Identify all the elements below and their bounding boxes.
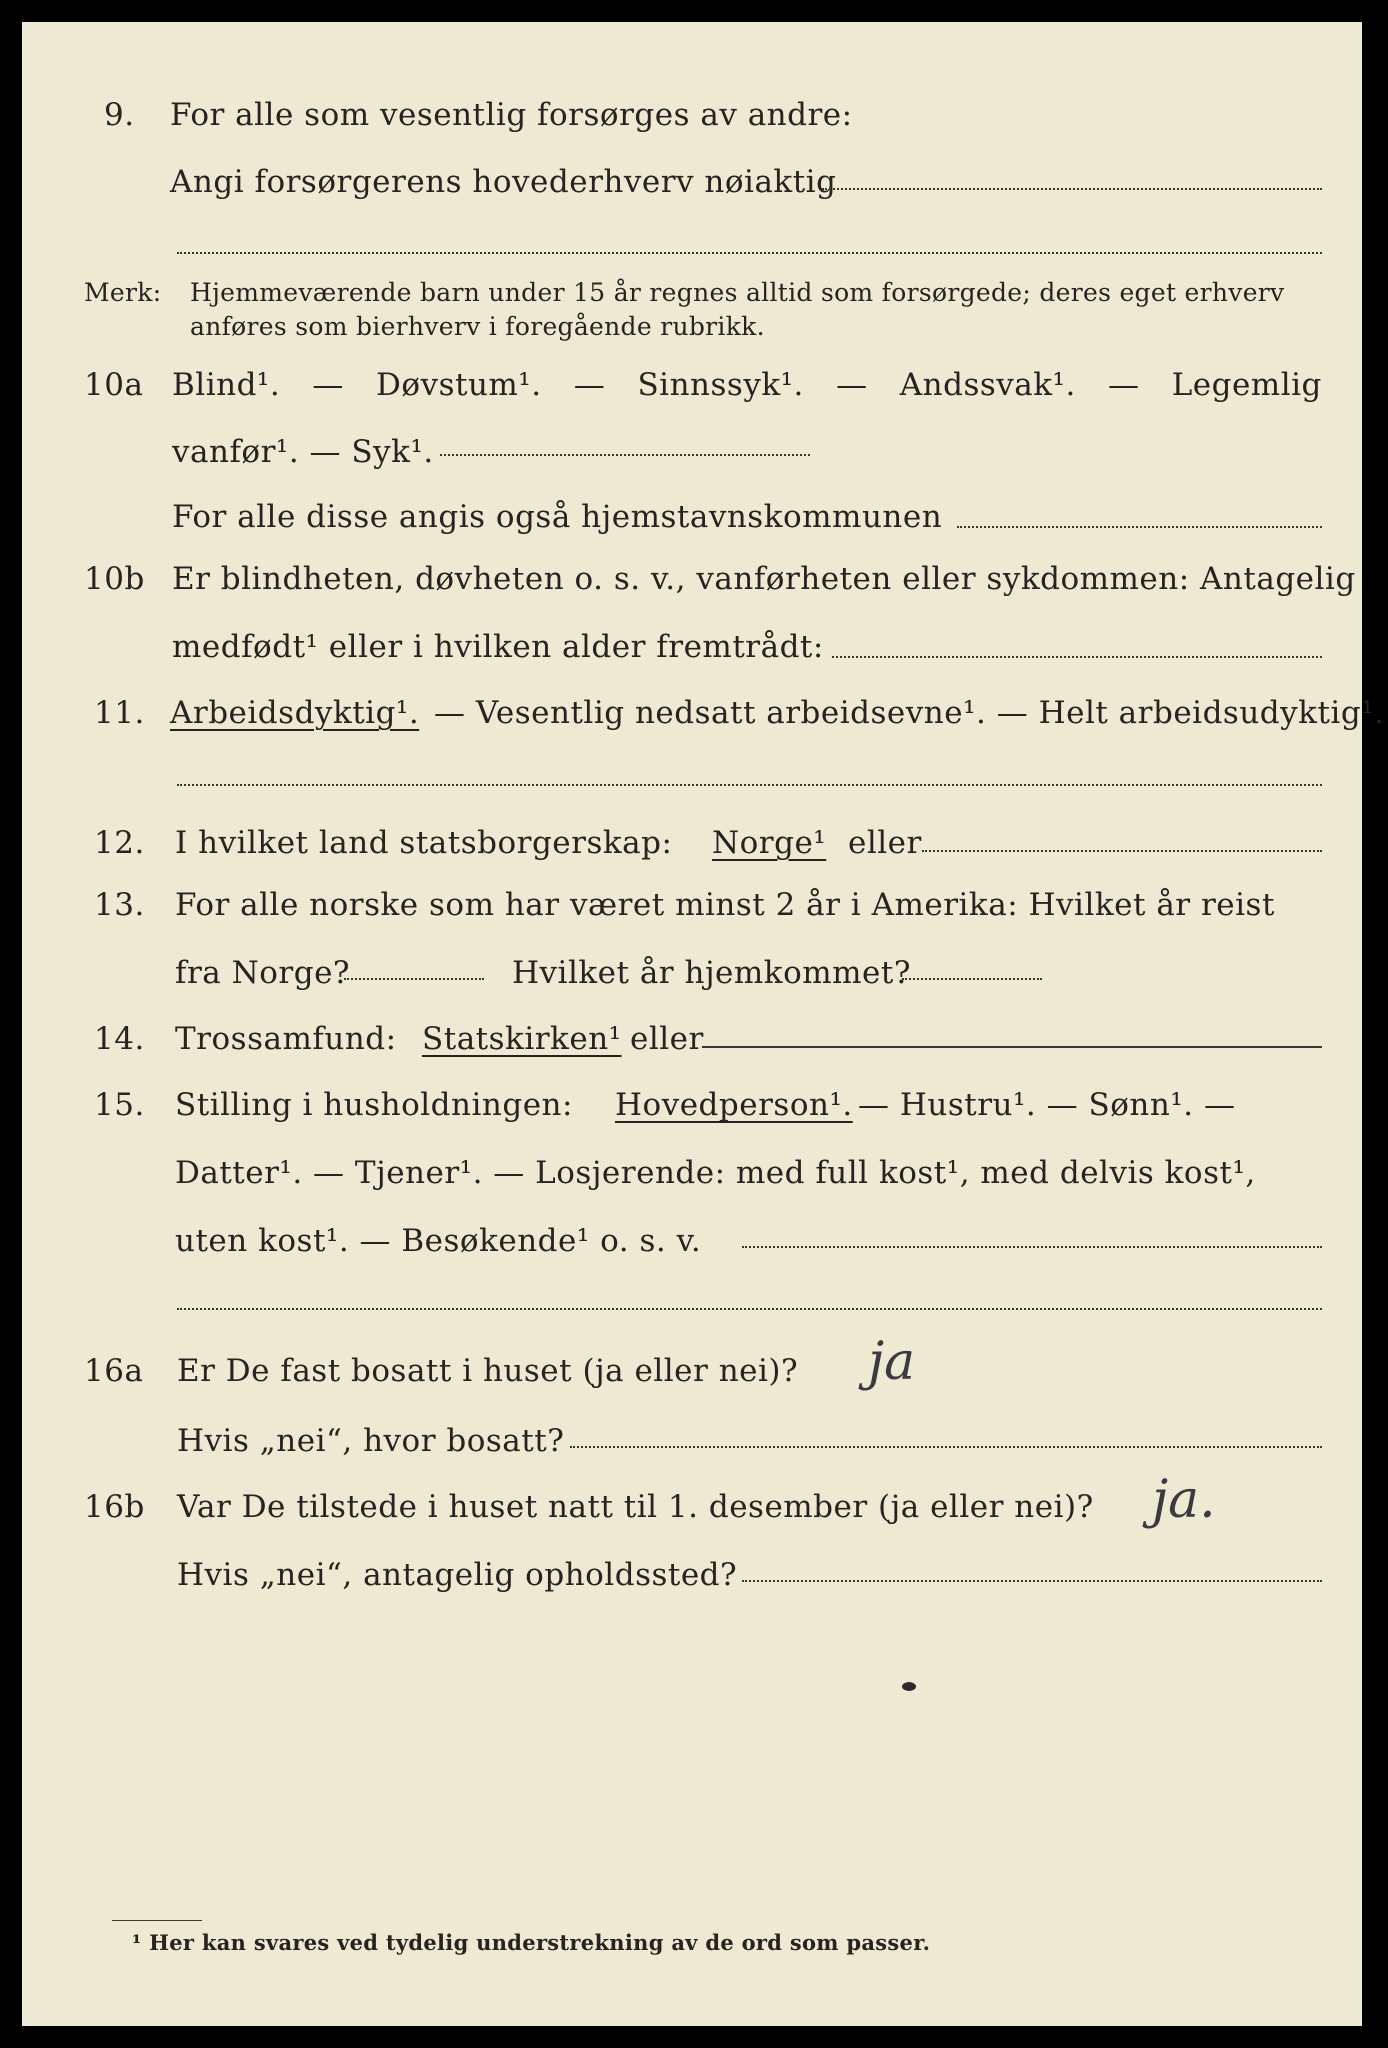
q15-text3: uten kost¹. — Besøkende¹ o. s. v.: [175, 1223, 702, 1259]
q14-statskirken-selected[interactable]: Statskirken¹: [422, 1021, 622, 1057]
q16a-handwritten-answer[interactable]: ja: [868, 1332, 916, 1392]
q10a-number: 10a: [84, 367, 144, 403]
q10b-text2: medfødt¹ eller i hvilken alder fremtrådt:: [172, 629, 824, 665]
q16b-handwritten-answer[interactable]: ja.: [1152, 1470, 1216, 1530]
q15-hovedperson-selected[interactable]: Hovedperson¹.: [615, 1087, 853, 1123]
q9-text1: For alle som vesentlig forsørges av andre:: [170, 97, 853, 133]
q13-number: 13.: [94, 887, 145, 923]
q15-answer-line-2[interactable]: [177, 1308, 1322, 1310]
q10a-options: [172, 367, 1322, 403]
q14-text: Trossamfund:: [175, 1021, 397, 1057]
q10a-dash4: —: [1108, 367, 1140, 403]
footnote-text: ¹ Her kan svares ved tydelig understrekning av de ord som passer.: [132, 1930, 931, 1955]
census-form-page: [22, 22, 1385, 2026]
q14-answer-line[interactable]: [702, 1046, 1322, 1048]
q15-text1: Stilling i husholdningen:: [175, 1087, 573, 1123]
q16a-answer-line[interactable]: [570, 1446, 1322, 1448]
q10a-opt-andssvak[interactable]: Andssvak¹.: [899, 367, 1076, 403]
q16b-number: 16b: [84, 1489, 145, 1525]
ink-blot: [902, 1682, 916, 1691]
q10b-answer-line[interactable]: [832, 656, 1322, 658]
q15-text1-rest: — Hustru¹. — Sønn¹. —: [858, 1087, 1236, 1123]
merk-text1: Hjemmeværende barn under 15 år regnes alltid som forsørgede; deres eget erhverv: [190, 278, 1285, 307]
q9-answer-line[interactable]: [822, 188, 1322, 190]
q10a-opt-sinnssyk[interactable]: Sinnssyk¹.: [637, 367, 804, 403]
q10a-opt-legemlig[interactable]: Legemlig: [1171, 367, 1322, 403]
q11-number: 11.: [94, 695, 145, 731]
q9-number: 9.: [104, 97, 135, 133]
q16b-answer-line[interactable]: [742, 1580, 1322, 1582]
q13-text2b: Hvilket år hjemkommet?: [512, 955, 911, 991]
q15-text2: Datter¹. — Tjener¹. — Losjerende: med full kost¹, med delvis kost¹,: [175, 1155, 1256, 1191]
q11-text-rest: — Vesentlig nedsatt arbeidsevne¹. — Helt arbeidsudyktig¹.: [434, 695, 1385, 731]
q9-text2: Angi forsørgerens hovederhverv nøiaktig: [170, 164, 837, 200]
q16b-text1: Var De tilstede i huset natt til 1. desember (ja eller nei)?: [177, 1489, 1094, 1525]
q16b-text2: Hvis „nei“, antagelig opholdssted?: [177, 1557, 738, 1593]
q9-answer-line-2[interactable]: [177, 252, 1322, 254]
q11-arbeidsdyktig-selected[interactable]: Arbeidsdyktig¹.: [170, 695, 420, 731]
q10b-number: 10b: [84, 561, 145, 597]
q10a-opt-blind[interactable]: Blind¹.: [172, 367, 281, 403]
q12-text: I hvilket land statsborgerskap:: [175, 825, 673, 861]
q13-hjemkommet-answer-line[interactable]: [902, 978, 1042, 980]
q16a-text1: Er De fast bosatt i huset (ja eller nei)?: [177, 1353, 799, 1389]
merk-text2: anføres som bierhverv i foregående rubrikk.: [190, 312, 765, 341]
q15-answer-line[interactable]: [742, 1246, 1322, 1248]
q13-text1: For alle norske som har været minst 2 år i Amerika: Hvilket år reist: [175, 887, 1275, 923]
q13-text2a: fra Norge?: [175, 955, 351, 991]
q13-reist-answer-line[interactable]: [344, 978, 484, 980]
q12-number: 12.: [94, 825, 145, 861]
q14-number: 14.: [94, 1021, 145, 1057]
q10a-dash3: —: [836, 367, 868, 403]
q10a-opt-dovstum[interactable]: Døvstum¹.: [376, 367, 542, 403]
q10a-text3: For alle disse angis også hjemstavnskommunen: [172, 499, 943, 535]
footnote-rule: [112, 1920, 202, 1921]
q16a-number: 16a: [84, 1353, 144, 1389]
merk-label: Merk:: [84, 278, 162, 307]
q11-answer-line[interactable]: [177, 784, 1322, 786]
q14-eller: eller: [630, 1021, 704, 1057]
q12-answer-line[interactable]: [922, 850, 1322, 852]
q10b-text1: Er blindheten, døvheten o. s. v., vanførheten eller sykdommen: Antagelig: [172, 561, 1356, 597]
q10a-dash1: —: [312, 367, 344, 403]
q15-number: 15.: [94, 1087, 145, 1123]
q10a-dash2: —: [573, 367, 606, 403]
q10a-kommune-answer-line[interactable]: [957, 526, 1322, 528]
q10a-syk-answer-line[interactable]: [440, 454, 810, 456]
q12-norge-selected[interactable]: Norge¹: [712, 825, 827, 861]
q10a-text2: vanfør¹. — Syk¹.: [172, 434, 434, 470]
q16a-text2: Hvis „nei“, hvor bosatt?: [177, 1423, 565, 1459]
q12-eller: eller: [848, 825, 922, 861]
